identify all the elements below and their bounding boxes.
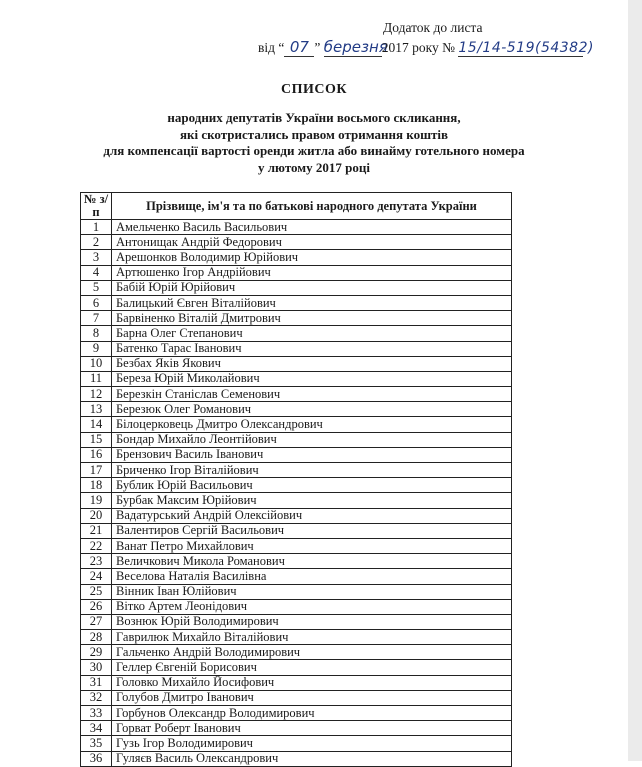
table-row [81, 387, 512, 402]
row-number: 5 [81, 280, 112, 295]
deputy-name: Бурбак Максим Юрійович [112, 493, 512, 508]
deputy-name: Артюшенко Ігор Андрійович [112, 265, 512, 280]
row-number: 34 [81, 721, 112, 736]
row-number: 6 [81, 295, 112, 310]
page-edge [628, 0, 642, 761]
table-row [81, 660, 512, 675]
deputy-name: Бриченко Ігор Віталійович [112, 463, 512, 478]
row-number: 2 [81, 235, 112, 250]
deputy-name: Арешонков Володимир Юрійович [112, 250, 512, 265]
year-text: 2017 року № [381, 40, 455, 55]
table-row [81, 554, 512, 569]
table-row [81, 326, 512, 341]
row-number: 27 [81, 614, 112, 629]
deputy-name: Головко Михайло Йосифович [112, 675, 512, 690]
deputy-name: Березкін Станіслав Семенович [112, 387, 512, 402]
row-number: 36 [81, 751, 112, 766]
table-row [81, 220, 512, 235]
deputy-name: Вітко Артем Леонідович [112, 599, 512, 614]
row-number: 1 [81, 220, 112, 235]
deputy-name: Геллер Євгеній Борисович [112, 660, 512, 675]
table-row [81, 478, 512, 493]
row-number: 31 [81, 675, 112, 690]
column-header-name: Прізвище, ім'я та по батькові народного депутата України [112, 193, 512, 220]
row-number: 14 [81, 417, 112, 432]
row-number: 24 [81, 569, 112, 584]
row-number: 28 [81, 630, 112, 645]
deputy-name: Безбах Яків Якович [112, 356, 512, 371]
row-number: 21 [81, 523, 112, 538]
deputy-name: Горват Роберт Іванович [112, 721, 512, 736]
table-body [81, 220, 512, 767]
row-number: 12 [81, 387, 112, 402]
row-number: 15 [81, 432, 112, 447]
table-row [81, 371, 512, 386]
deputy-name: Барвіненко Віталій Дмитрович [112, 311, 512, 326]
deputy-name: Березюк Олег Романович [112, 402, 512, 417]
month-handwritten: березня [323, 38, 388, 56]
deputy-name: Гальченко Андрій Володимирович [112, 645, 512, 660]
quote-close: ” [314, 40, 321, 55]
table-row [81, 280, 512, 295]
table-row [81, 736, 512, 751]
deputy-name: Антонищак Андрій Федорович [112, 235, 512, 250]
table-row [81, 630, 512, 645]
from-label: від [258, 40, 275, 55]
subtitle-line: народних депутатів України восьмого скликання, [167, 110, 461, 125]
day-handwritten: 07 [284, 38, 314, 57]
row-number: 4 [81, 265, 112, 280]
subtitle-line: для компенсації вартості оренди житла або винайму готельного номера [103, 143, 525, 158]
row-number: 16 [81, 447, 112, 462]
subtitle-line: у лютому 2017 році [258, 159, 370, 175]
deputy-name: Гуляєв Василь Олександрович [112, 751, 512, 766]
row-number: 11 [81, 371, 112, 386]
deputy-name: Веселова Наталія Василівна [112, 569, 512, 584]
row-number: 17 [81, 463, 112, 478]
table-row [81, 417, 512, 432]
table-row [81, 341, 512, 356]
deputy-name: Амельченко Василь Васильович [112, 220, 512, 235]
deputy-name: Бублик Юрій Васильович [112, 478, 512, 493]
table-row [81, 599, 512, 614]
row-number: 10 [81, 356, 112, 371]
doc-number-handwritten: 15/14-519(54382) [458, 40, 594, 56]
reference-line [258, 38, 594, 57]
row-number: 8 [81, 326, 112, 341]
deputy-name: Валентиров Сергій Васильович [112, 523, 512, 538]
deputy-name: Гаврилюк Михайло Віталійович [112, 630, 512, 645]
deputy-name: Величкович Микола Романович [112, 554, 512, 569]
deputy-name: Балицький Євген Віталійович [112, 295, 512, 310]
deputy-name: Барна Олег Степанович [112, 326, 512, 341]
table-row [81, 447, 512, 462]
table-row [81, 706, 512, 721]
subtitle [0, 110, 628, 176]
subtitle-line: які скотристались правом отримання коштів [179, 126, 449, 142]
table-row [81, 265, 512, 280]
row-number: 20 [81, 508, 112, 523]
table-row [81, 614, 512, 629]
annex-label: Додаток до листа [383, 20, 483, 35]
table-row [81, 235, 512, 250]
table-row [81, 569, 512, 584]
deputy-name: Вознюк Юрій Володимирович [112, 614, 512, 629]
table-row [81, 508, 512, 523]
table-row [81, 402, 512, 417]
row-number: 22 [81, 538, 112, 553]
deputy-name: Вінник Іван Юлійович [112, 584, 512, 599]
deputy-name: Білоцерковець Дмитро Олександрович [112, 417, 512, 432]
table-row [81, 493, 512, 508]
deputy-name: Батенко Тарас Іванович [112, 341, 512, 356]
deputy-name: Голубов Дмитро Іванович [112, 690, 512, 705]
table-row [81, 295, 512, 310]
table-row [81, 250, 512, 265]
table-row [81, 690, 512, 705]
table-row [81, 356, 512, 371]
deputy-name: Бондар Михайло Леонтійович [112, 432, 512, 447]
deputy-name: Горбунов Олександр Володимирович [112, 706, 512, 721]
row-number: 7 [81, 311, 112, 326]
row-number: 3 [81, 250, 112, 265]
row-number: 33 [81, 706, 112, 721]
column-header-number: № з/п [81, 193, 112, 220]
quote-open: “ [278, 40, 285, 55]
table-row [81, 721, 512, 736]
deputies-table [80, 192, 512, 767]
page-title: СПИСОК [280, 82, 348, 97]
deputy-name: Береза Юрій Миколайович [112, 371, 512, 386]
table-row [81, 463, 512, 478]
deputy-name: Ванат Петро Михайлович [112, 538, 512, 553]
row-number: 25 [81, 584, 112, 599]
row-number: 26 [81, 599, 112, 614]
row-number: 19 [81, 493, 112, 508]
row-number: 9 [81, 341, 112, 356]
table-row [81, 675, 512, 690]
row-number: 35 [81, 736, 112, 751]
deputy-name: Вадатурський Андрій Олексійович [112, 508, 512, 523]
row-number: 23 [81, 554, 112, 569]
table-row [81, 523, 512, 538]
table-header-row [81, 193, 512, 220]
row-number: 13 [81, 402, 112, 417]
row-number: 29 [81, 645, 112, 660]
table-row [81, 311, 512, 326]
deputy-name: Бабій Юрій Юрійович [112, 280, 512, 295]
row-number: 30 [81, 660, 112, 675]
deputy-name: Брензович Василь Іванович [112, 447, 512, 462]
table-row [81, 432, 512, 447]
table-row [81, 645, 512, 660]
table-row [81, 584, 512, 599]
row-number: 32 [81, 690, 112, 705]
row-number: 18 [81, 478, 112, 493]
table-row [81, 751, 512, 766]
deputy-name: Гузь Ігор Володимирович [112, 736, 512, 751]
table-row [81, 538, 512, 553]
